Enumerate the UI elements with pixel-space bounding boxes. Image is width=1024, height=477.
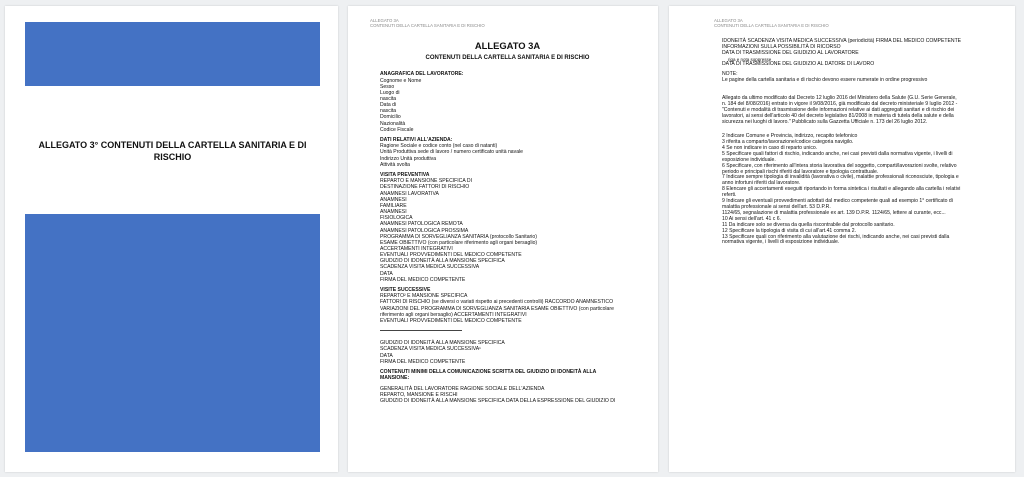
list-item: SCADENZA VISITA MEDICA SUCCESSIVA¹	[380, 346, 481, 353]
divider	[380, 330, 462, 331]
list-item: VARIAZIONI DEL PROGRAMMA DI SORVEGLIANZA SANITARIA ESAME OBIETTIVO (con particolare	[380, 305, 614, 312]
amendment-paragraph: Allegato da ultimo modificato dal Decreto 12 luglio 2016 del Ministero della Salute (G.U. Serie Generale, n. 184 del 8/08/2016) entrato in vigore il 9/08/2016, già modificato dal decreto ministeriale 9 luglio 2012 - "Contenuti e modalità di trasmissione delle informazioni relative ai dati aggregati sanitari e di rischio dei lavoratori, ai sensi dell'articolo 40 del decreto legislativo 81/2008 in materia di tutela della salute e della sicurezza nei luoghi di lavoro." Pubblicato sulla Gazzetta Ufficiale n. 173 del 26 luglio 2012.	[722, 95, 958, 125]
list-item: Attività svolta	[380, 161, 411, 168]
list-item: FISIOLOGICA	[380, 215, 413, 222]
page-3-content	[722, 39, 1010, 246]
list-item: DATA	[380, 352, 393, 359]
list-item: Codice Fiscale	[380, 126, 414, 133]
page-header: ALLEGATO 3A CONTENUTI DELLA CARTELLA SANITARIA E DI RISCHIO	[714, 18, 829, 28]
footnote: 6 Specificare, con riferimento all'intera storia lavorativa del soggetto, comparti/lavorazioni svolte, relativo periodo e principali rischi riferiti dal lavoratore e tipologia contrattuale.	[722, 162, 957, 175]
footnote: 11 Da indicare solo se diversa da quella riscontrabile dal protocollo sanitario.	[722, 221, 895, 228]
list-item: REPARTO, MANSIONE E RISCHI	[380, 391, 458, 398]
list-item: FIRMA DEL MEDICO COMPETENTE	[380, 276, 466, 283]
list-item: Domicilio	[380, 114, 401, 121]
section-heading: CONTENUTI MINIMI DELLA COMUNICAZIONE SCRITTA DEL GIUDIZIO DI IDONEITÀ ALLA	[380, 369, 597, 376]
text-line: DATA DI TRASMISSIONE DEL GIUDIZIO AL DATORE DI LAVORO	[722, 60, 875, 67]
list-item: Nazionalità	[380, 120, 406, 127]
text-line: DATA DI TRASMISSIONE DEL GIUDIZIO AL LAVORATORE	[722, 49, 859, 56]
list-item: GENERALITÀ DEL LAVORATORE RAGIONE SOCIALE DELL'AZIENDA	[380, 385, 545, 392]
list-item: DESTINAZIONE FATTORI DI RISCHIO	[380, 184, 470, 191]
list-item: DATA	[380, 270, 393, 277]
list-item: EVENTUALI PROVVEDIMENTI DEL MEDICO COMPETENTE	[380, 317, 522, 324]
list-item: REPARTO² E MANSIONE SPECIFICA	[380, 293, 468, 300]
list-item: ACCERTAMENTI INTEGRATIVI	[380, 245, 453, 252]
section-heading: VISITE SUCCESSIVE	[380, 287, 431, 294]
document-title: ALLEGATO 3A	[474, 40, 541, 51]
list-item: ANAMNESI PATOLOGICA PROSSIMA	[380, 227, 469, 234]
footnote: 7 Indicare sempre tipologia di invalidità (lavorativa o civile), malattie professionali riconosciute, tipologia e anno infortuni riferiti dal lavoratore.	[722, 174, 959, 187]
footnote: 1124/65, segnalazione di malattia professionale ex art. 139 D.P.R. 1124/65, lettere al curante, ecc...	[722, 209, 946, 216]
list-item: nascita	[380, 96, 397, 102]
list-item: FAMILIARE	[380, 202, 407, 209]
list-item: GIUDIZIO DI IDONEITÀ ALLA MANSIONE SPECIFICA DATA DELLA ESPRESSIONE DEL GIUDIZIO DI	[380, 397, 616, 404]
cover-top-block	[25, 22, 320, 86]
section-heading: MANSIONE:	[380, 375, 410, 382]
footnote: 12 Specificare la tipologia di visita di cui all'art.41 comma 2.	[722, 227, 857, 234]
footnote: 3 riferita a comparto/lavorazione/codice categoria navigilo.	[722, 139, 854, 145]
list-item: Ragione Sociale e codice conto (nel caso di natanti)	[380, 143, 498, 150]
list-item: SCADENZA VISITA MEDICA SUCCESSIVA	[380, 264, 480, 271]
section-heading: ANAGRAFICA DEL LAVORATORE:	[380, 71, 464, 78]
cover-title: ALLEGATO 3° CONTENUTI DELLA CARTELLA SANITARIA E DI RISCHIO	[38, 140, 307, 162]
text-line: INFORMAZIONI SULLA POSSIBILITÀ DI RICORSO	[722, 43, 841, 50]
list-item: riferimento agli organi bersaglio) ACCERTAMENTI INTEGRATIVI	[380, 311, 527, 318]
deleted-note: riga e nota soppresse	[728, 56, 772, 62]
document-page-3	[669, 6, 1015, 472]
list-item: GIUDIZIO DI IDONEITÀ ALLA MANSIONE SPECIFICA	[380, 340, 505, 347]
list-item: FIRMA DEL MEDICO COMPETENTE	[380, 358, 466, 365]
list-item: EVENTUALI PROVVEDIMENTI DEL MEDICO COMPETENTE	[380, 252, 522, 259]
footnote: 10 Ai sensi dell'art. 41 c 6.	[722, 215, 782, 222]
document-page-1	[5, 6, 338, 472]
list-item: ANAMNESI PATOLOGICA REMOTA	[380, 221, 463, 228]
list-item: ANAMNESI	[380, 209, 407, 216]
footnote: 5 Specificare quali fattori di rischio, indicando anche, nei casi previsti dalla normativa vigente, i livelli di esposizione individuale.	[722, 150, 953, 163]
note-text: Le pagine della cartella sanitaria e di rischio devono essere numerate in ordine progressivo	[722, 76, 928, 83]
footnote: 8 Elencare gli accertamenti eseguiti riportando in forma sintetica i risultati e allegando alla cartella i relativi referti.	[722, 186, 961, 199]
list-item: Luogo di	[380, 89, 400, 96]
list-item: Indirizzo Unità produttiva	[380, 155, 437, 162]
list-item: Unità Produttiva sede di lavoro / numero certificato unità navale	[380, 149, 523, 156]
list-item: FATTORI DI RISCHIO (se diversi o variati rispetto ai precedenti controlli) RACCORDO ANAMNESTICO	[380, 299, 614, 306]
list-item: Cognome e Nome	[380, 77, 422, 84]
list-item: ANAMNESI	[380, 196, 407, 203]
list-item: REPARTO E MANSIONE SPECIFICA DI	[380, 178, 472, 185]
footnote: 9 Indicare gli eventuali provvedimenti adottati dal medico competente quali ad esempio 1° certificato di malattia professionale ai sensi dell'art. 53 D.P.R.	[722, 198, 953, 210]
list-item: ANAMNESI LAVORATIVA	[380, 190, 439, 197]
list-item: nascita	[380, 108, 397, 115]
list-item: ESAME OBIETTIVO (con particolare riferimento agli organi bersaglio)	[380, 239, 538, 246]
list-item: Data di	[380, 102, 397, 109]
footnote: 2 Indicare Comune e Provincia, indirizzo, recapito telefonico	[722, 133, 858, 140]
footnote: 13 Specificare quali con riferimento alla valutazione dei rischi, indicando anche, nei casi previsti dalla normativa vigente, i livelli di esposizione individuale.	[722, 233, 950, 246]
note-label: NOTE:	[722, 70, 738, 77]
list-item: PROGRAMMA DI SORVEGLIANZA SANITARIA (protocollo Sanitario)	[380, 233, 537, 240]
cover-bottom-block	[25, 214, 320, 452]
page-header: ALLEGATO 3A CONTENUTI DELLA CARTELLA SANITARIA E DI RISCHIO	[370, 18, 485, 28]
page-2-content	[380, 40, 655, 404]
document-page-2	[348, 6, 658, 472]
list-item: GIUDIZIO DI IDONEITÀ ALLA MANSIONE SPECIFICA	[380, 258, 505, 265]
text-line: IDONEITÀ SCADENZA VISITA MEDICA SUCCESSIVA (periodicità) FIRMA DEL MEDICO COMPETENTE	[722, 38, 962, 44]
section-heading: VISITA PREVENTIVA	[380, 172, 430, 179]
section-heading: DATI RELATIVI ALL'AZIENDA:	[380, 137, 453, 144]
document-subtitle: CONTENUTI DELLA CARTELLA SANITARIA E DI RISCHIO	[425, 55, 590, 61]
list-item: Sesso	[380, 83, 395, 90]
footnote: 4 Se non indicare in caso di reparto unico.	[722, 144, 818, 151]
